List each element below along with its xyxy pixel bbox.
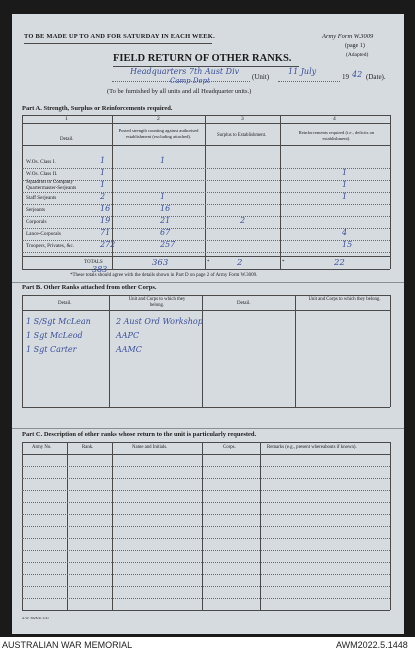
unit-handwriting-2: Camp Dept (170, 77, 210, 85)
part-c-row-rule (22, 538, 390, 539)
part-c-row-rule (22, 514, 390, 515)
part-b-top-rule (22, 295, 390, 296)
part-a-row-label: W.Os. Class I. (26, 159, 56, 165)
totals-asterisk-1: * (207, 260, 210, 265)
army-form-number: Army Form W.3009 (322, 33, 374, 40)
part-b-detail-entry: 1 S/Sgt McLean (26, 317, 91, 326)
col-header-reinf: Reinforcements required (i.e., deficits on establishment). (298, 130, 375, 141)
col-number-2: 2 (157, 116, 160, 122)
form-sheet (12, 14, 404, 634)
part-b-col-detail-1: Detail. (58, 301, 72, 306)
totals-asterisk-2: * (282, 260, 285, 265)
unit-label: (Unit) (252, 73, 270, 81)
print-code: A.W. 3m/8/41 2/41 (22, 616, 49, 620)
part-c-col-corps: Corps. (223, 445, 236, 450)
year-handwriting: 42 (352, 70, 363, 79)
part-a-row-label: Troopers, Privates, &c. (26, 243, 75, 249)
part-c-vline-5 (390, 442, 391, 610)
part-a-bottom-rule (22, 269, 390, 270)
part-b-col-detail-2: Detail. (237, 301, 251, 306)
total-establishment: 383 (92, 265, 108, 274)
part-c-bottom-rule (22, 610, 390, 611)
part-a-est-value: 272 (100, 240, 116, 249)
part-c-col-army-no: Army No. (32, 445, 52, 450)
part-c-row-rule (22, 562, 390, 563)
part-b-unit-entry: AAMC (116, 345, 142, 354)
part-a-reinf-value: 4 (342, 228, 348, 237)
part-c-row-rule (22, 598, 390, 599)
part-c-row-rule (22, 526, 390, 527)
col-header-posted: Posted strength counting against authorised establishment (excluding attached). (118, 128, 199, 139)
part-a-row-label: Staff Serjeants (26, 195, 57, 201)
date-label: (Date). (366, 73, 386, 81)
part-c-col-name: Name and Initials. (132, 445, 168, 450)
part-b-vline-4 (390, 295, 391, 407)
unit-handwriting: Headquarters 7th Aust Div (130, 67, 240, 76)
part-c-row-rule (22, 574, 390, 575)
part-a-vline-4 (390, 115, 391, 269)
part-a-reinf-value: 15 (342, 240, 353, 249)
part-a-posted-value: 257 (160, 240, 176, 249)
footer-institution: AUSTRALIAN WAR MEMORIAL (2, 640, 133, 650)
part-c-col-rank: Rank. (82, 445, 94, 450)
part-c-header-rule (22, 454, 390, 455)
part-c-top-rule (22, 442, 390, 443)
part-a-surplus-value: 2 (240, 216, 246, 225)
part-a-number-rule (22, 123, 390, 124)
part-a-row-label: Corporals (26, 219, 47, 225)
part-c-heading: Part C. Description of other ranks whose return to the unit is particularly requested. (22, 431, 257, 438)
part-b-vline-2 (202, 295, 203, 407)
part-b-col-unit-1: Unit and Corps to which they belong. (128, 297, 186, 308)
part-a-est-value: 1 (100, 168, 106, 177)
page-number: (page 1) (345, 43, 365, 49)
part-a-est-value: 19 (100, 216, 111, 225)
total-surplus: 2 (237, 258, 243, 268)
col-number-1: 1 (65, 116, 68, 122)
total-posted: 363 (152, 258, 169, 268)
totals-label: TOTALS (84, 260, 103, 265)
col-header-surplus: Surplus to Establishment. (217, 133, 267, 138)
part-a-posted-value: 67 (160, 228, 171, 237)
part-a-reinf-value: 1 (342, 192, 348, 201)
part-a-row-rule (22, 252, 390, 253)
part-a-row-label: Lance-Corporals (26, 231, 61, 237)
col-number-3: 3 (241, 116, 244, 122)
part-b-unit-entry: AAPC (116, 331, 140, 340)
part-c-col-remarks: Remarks (e.g., present whereabouts if known). (267, 445, 357, 450)
part-a-est-value: 1 (100, 156, 106, 165)
part-b-header-rule (22, 310, 390, 311)
date-line (278, 81, 340, 82)
part-a-row-rule (22, 168, 390, 169)
part-c-row-rule (22, 466, 390, 467)
part-b-separator (12, 282, 404, 283)
year-prefix: 19 (342, 73, 349, 81)
part-a-row-rule (22, 228, 390, 229)
part-c-separator (12, 428, 404, 429)
part-a-row-rule (22, 192, 390, 193)
part-c-row-rule (22, 586, 390, 587)
part-a-row-rule (22, 216, 390, 217)
total-reinforcements: 22 (334, 258, 345, 268)
part-c-row-rule (22, 550, 390, 551)
part-a-est-value: 16 (100, 204, 111, 213)
part-b-detail-entry: 1 Sgt Carter (26, 345, 77, 354)
part-a-row-rule (22, 204, 390, 205)
part-a-heading: Part A. Strength, Surplus or Reinforcements required. (22, 105, 173, 112)
part-a-row-rule (22, 240, 390, 241)
part-c-row-rule (22, 478, 390, 479)
date-handwriting: 11 July (288, 67, 317, 76)
part-b-bottom-rule (22, 407, 390, 408)
adapted-note: (Adapted) (346, 52, 369, 58)
part-a-posted-value: 1 (160, 156, 166, 165)
part-a-posted-value: 1 (160, 192, 166, 201)
part-c-row-rule (22, 502, 390, 503)
part-a-total-rule (22, 256, 390, 257)
col-header-detail: Detail. (60, 137, 74, 142)
footer-accession: AWM2022.5.1448 (336, 640, 408, 650)
part-a-header-rule (22, 145, 390, 146)
part-a-est-value: 71 (100, 228, 111, 237)
form-title: FIELD RETURN OF OTHER RANKS. (113, 53, 292, 64)
part-a-reinf-value: 1 (342, 180, 348, 189)
top-note: TO BE MADE UP TO AND FOR SATURDAY IN EACH WEEK. (24, 33, 215, 40)
part-a-posted-value: 16 (160, 204, 171, 213)
part-b-heading: Part B. Other Ranks attached from other Corps. (22, 284, 157, 291)
part-c-row-rule (22, 490, 390, 491)
part-a-est-value: 1 (100, 180, 106, 189)
part-a-row-label: W.Os. Class II. (26, 171, 58, 177)
part-a-row-label: Serjeants (26, 207, 46, 213)
part-a-est-value: 2 (100, 192, 106, 201)
part-a-row-label: Squadron or Company Quartermaster-Serjeants (26, 179, 77, 191)
part-a-reinf-value: 1 (342, 168, 348, 177)
part-b-col-unit-2: Unit and Corps to which they belong. (308, 297, 381, 302)
top-note-underline (24, 43, 212, 44)
col-number-4: 4 (333, 116, 336, 122)
part-b-vline-3 (295, 295, 296, 407)
part-b-unit-entry: 2 Aust Ord Workshop (116, 317, 203, 326)
part-b-detail-entry: 1 Sgt McLeod (26, 331, 83, 340)
footer-bar (0, 637, 415, 653)
part-b-vline-1 (109, 295, 110, 407)
part-a-footnote: *These totals should agree with the details shown in Part D on page 2 of Army Form W.3009. (70, 273, 258, 278)
part-a-posted-value: 21 (160, 216, 171, 225)
furnish-note: (To be furnished by all units and all Headquarter units.) (107, 88, 252, 95)
part-b-vline-0 (22, 295, 23, 407)
